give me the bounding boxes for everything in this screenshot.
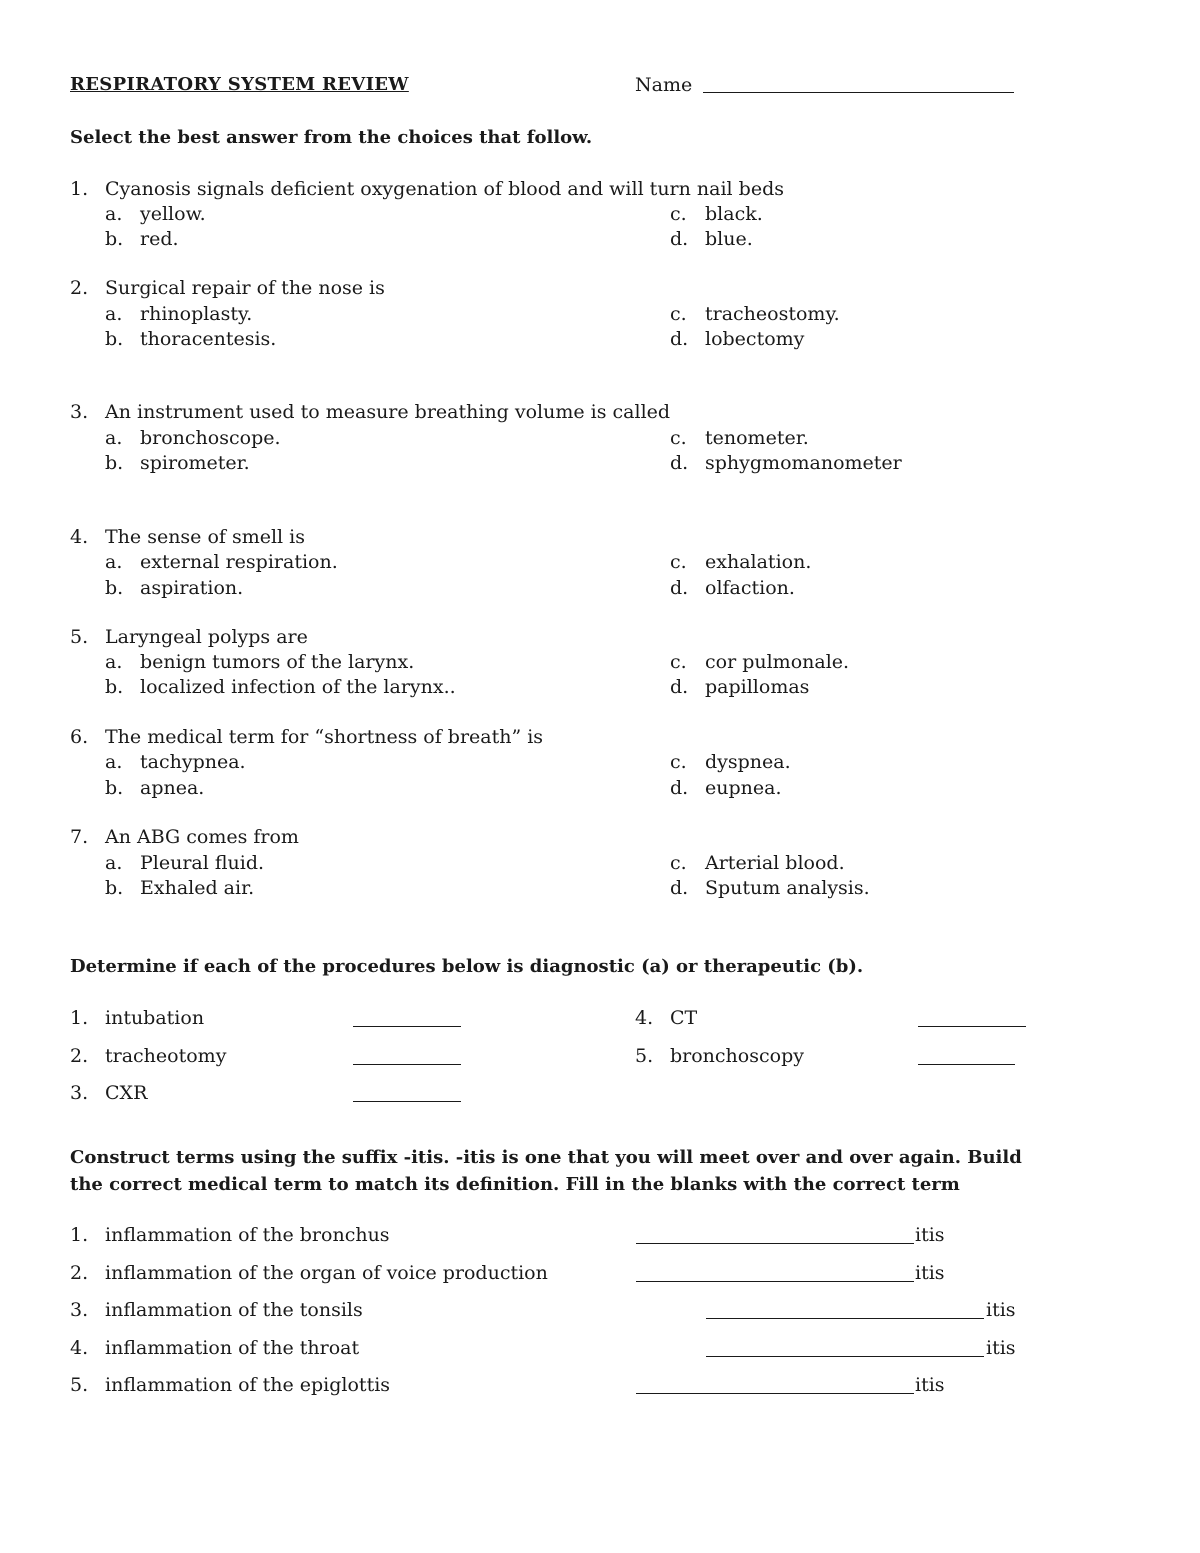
item-number: 5.	[635, 1045, 654, 1067]
item-number: 1.	[70, 1224, 89, 1246]
option-letter: b.	[105, 877, 124, 899]
term-blank[interactable]	[636, 1281, 914, 1282]
option-letter: d.	[670, 328, 689, 350]
dx-instructions: Determine if each of the procedures below is diagnostic (a) or therapeutic (b).	[70, 956, 864, 977]
item-text: inflammation of the epiglottis	[105, 1374, 391, 1396]
suffix-label: itis	[915, 1224, 945, 1246]
question-number: 5.	[70, 626, 89, 648]
option-text[interactable]: yellow.	[140, 203, 206, 225]
option-text[interactable]: benign tumors of the larynx.	[140, 651, 415, 673]
answer-blank[interactable]	[918, 1064, 1015, 1065]
page-title: RESPIRATORY SYSTEM REVIEW	[70, 74, 409, 95]
option-letter: c.	[670, 551, 687, 573]
option-text[interactable]: Exhaled air.	[140, 877, 255, 899]
option-letter: b.	[105, 676, 124, 698]
option-letter: d.	[670, 577, 689, 599]
option-text[interactable]: localized infection of the larynx..	[140, 676, 456, 698]
option-letter: c.	[670, 852, 687, 874]
item-number: 2.	[70, 1045, 89, 1067]
option-letter: d.	[670, 877, 689, 899]
itis-instructions-line1: Construct terms using the suffix -itis. -itis is one that you will meet over and over again. Build	[70, 1147, 1022, 1168]
item-text: bronchoscopy	[670, 1045, 804, 1067]
question-stem: The medical term for “shortness of breath” is	[105, 726, 544, 748]
option-letter: b.	[105, 452, 124, 474]
option-text[interactable]: tenometer.	[705, 427, 809, 449]
item-number: 4.	[635, 1007, 654, 1029]
item-text: inflammation of the throat	[105, 1337, 360, 1359]
option-text[interactable]: external respiration.	[140, 551, 338, 573]
term-blank[interactable]	[636, 1243, 914, 1244]
answer-blank[interactable]	[353, 1101, 461, 1102]
option-text[interactable]: cor pulmonale.	[705, 651, 850, 673]
item-number: 3.	[70, 1299, 89, 1321]
option-text[interactable]: rhinoplasty.	[140, 303, 253, 325]
option-letter: a.	[105, 203, 123, 225]
suffix-label: itis	[915, 1374, 945, 1396]
itis-instructions-line2: the correct medical term to match its definition. Fill in the blanks with the correct term	[70, 1174, 960, 1195]
option-letter: c.	[670, 751, 687, 773]
option-text[interactable]: blue.	[705, 228, 753, 250]
name-label: Name	[635, 74, 693, 96]
option-text[interactable]: papillomas	[705, 676, 810, 698]
option-letter: c.	[670, 651, 687, 673]
option-letter: a.	[105, 551, 123, 573]
question-number: 3.	[70, 401, 89, 423]
option-letter: a.	[105, 303, 123, 325]
question-number: 1.	[70, 178, 89, 200]
term-blank[interactable]	[706, 1318, 984, 1319]
option-letter: b.	[105, 328, 124, 350]
option-letter: c.	[670, 203, 687, 225]
question-stem: Surgical repair of the nose is	[105, 277, 385, 299]
option-text[interactable]: exhalation.	[705, 551, 812, 573]
item-text: inflammation of the bronchus	[105, 1224, 390, 1246]
item-text: intubation	[105, 1007, 205, 1029]
answer-blank[interactable]	[353, 1064, 461, 1065]
answer-blank[interactable]	[353, 1026, 461, 1027]
suffix-label: itis	[986, 1299, 1016, 1321]
question-number: 7.	[70, 826, 89, 848]
option-letter: a.	[105, 427, 123, 449]
option-text[interactable]: lobectomy	[705, 328, 805, 350]
term-blank[interactable]	[706, 1356, 984, 1357]
option-letter: d.	[670, 777, 689, 799]
option-text[interactable]: eupnea.	[705, 777, 782, 799]
item-text: inflammation of the organ of voice production	[105, 1262, 548, 1284]
option-text[interactable]: thoracentesis.	[140, 328, 277, 350]
item-text: tracheotomy	[105, 1045, 227, 1067]
option-text[interactable]: black.	[705, 203, 763, 225]
option-letter: d.	[670, 228, 689, 250]
option-letter: b.	[105, 577, 124, 599]
option-letter: a.	[105, 751, 123, 773]
option-text[interactable]: tachypnea.	[140, 751, 246, 773]
item-number: 3.	[70, 1082, 89, 1104]
option-text[interactable]: olfaction.	[705, 577, 795, 599]
question-stem: An instrument used to measure breathing volume is called	[105, 401, 671, 423]
option-text[interactable]: Pleural fluid.	[140, 852, 265, 874]
item-text: CXR	[105, 1082, 148, 1104]
item-number: 1.	[70, 1007, 89, 1029]
suffix-label: itis	[915, 1262, 945, 1284]
question-stem: An ABG comes from	[105, 826, 299, 848]
option-text[interactable]: spirometer.	[140, 452, 250, 474]
item-number: 4.	[70, 1337, 89, 1359]
option-text[interactable]: apnea.	[140, 777, 205, 799]
option-text[interactable]: Arterial blood.	[705, 852, 845, 874]
item-number: 5.	[70, 1374, 89, 1396]
item-text: inflammation of the tonsils	[105, 1299, 363, 1321]
item-number: 2.	[70, 1262, 89, 1284]
term-blank[interactable]	[636, 1393, 914, 1394]
option-text[interactable]: aspiration.	[140, 577, 244, 599]
option-letter: c.	[670, 303, 687, 325]
option-letter: b.	[105, 228, 124, 250]
option-letter: a.	[105, 651, 123, 673]
answer-blank[interactable]	[918, 1026, 1026, 1027]
question-number: 6.	[70, 726, 89, 748]
option-text[interactable]: Sputum analysis.	[705, 877, 870, 899]
item-text: CT	[670, 1007, 698, 1029]
option-letter: c.	[670, 427, 687, 449]
question-number: 4.	[70, 526, 89, 548]
option-text[interactable]: tracheostomy.	[705, 303, 840, 325]
option-letter: d.	[670, 452, 689, 474]
question-stem: The sense of smell is	[105, 526, 306, 548]
question-stem: Laryngeal polyps are	[105, 626, 308, 648]
question-number: 2.	[70, 277, 89, 299]
option-text[interactable]: dyspnea.	[705, 751, 791, 773]
option-text[interactable]: red.	[140, 228, 179, 250]
option-letter: d.	[670, 676, 689, 698]
name-blank[interactable]	[703, 92, 1014, 93]
question-stem: Cyanosis signals deficient oxygenation of blood and will turn nail beds	[105, 178, 784, 200]
option-text[interactable]: bronchoscope.	[140, 427, 281, 449]
mc-instructions: Select the best answer from the choices that follow.	[70, 127, 593, 148]
option-text[interactable]: sphygmomanometer	[705, 452, 902, 474]
option-letter: b.	[105, 777, 124, 799]
option-letter: a.	[105, 852, 123, 874]
suffix-label: itis	[986, 1337, 1016, 1359]
